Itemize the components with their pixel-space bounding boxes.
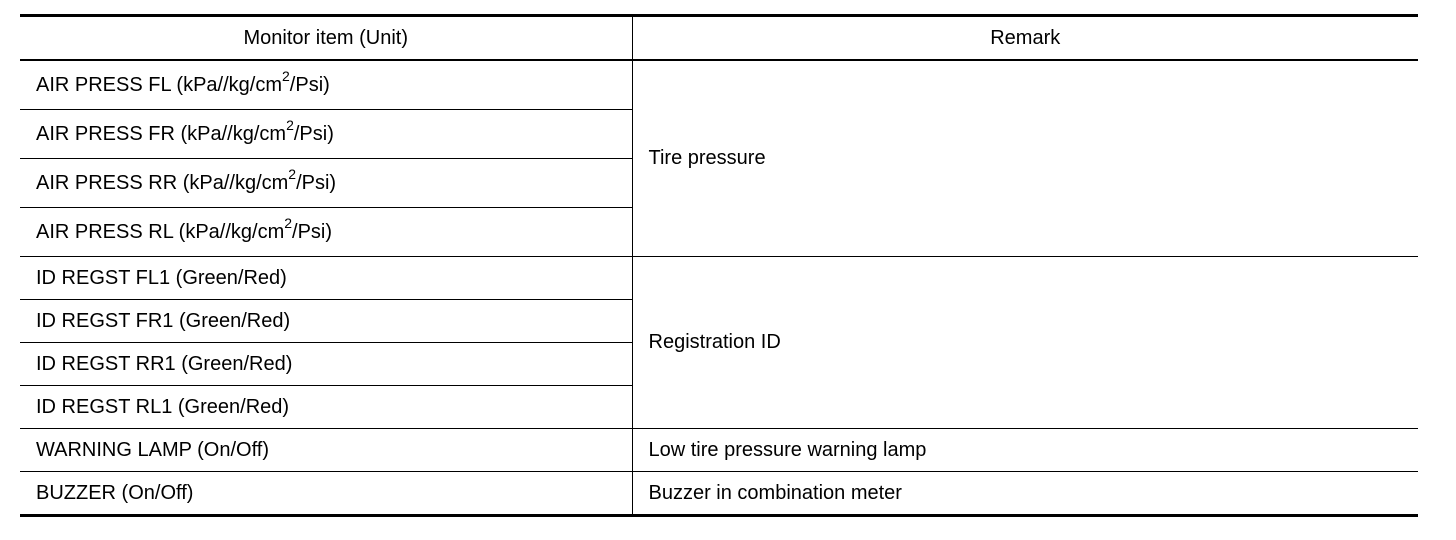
item-unit: $(kPa//kg/cm^2/Psi)$ xyxy=(180,116,334,145)
item-unit: $(kPa//kg/cm^2/Psi)$ xyxy=(182,165,337,194)
warning-lamp-remark: Low tire pressure warning lamp xyxy=(632,429,1418,472)
tire-pressure-remark: Tire pressure xyxy=(632,60,1418,257)
table-row xyxy=(20,472,1418,516)
id-regst-fr1-cell: ID REGST FR1 (Green/Red) xyxy=(20,300,632,343)
buzzer-cell: BUZZER (On/Off) xyxy=(20,472,632,516)
registration-id-remark: Registration ID xyxy=(632,257,1418,429)
item-name: AIR PRESS RR xyxy=(36,171,178,194)
id-regst-rr1-cell: ID REGST RR1 (Green/Red) xyxy=(20,343,632,386)
header-row xyxy=(20,16,1418,61)
warning-lamp-cell: WARNING LAMP (On/Off) xyxy=(20,429,632,472)
id-regst-rl1-cell: ID REGST RL1 (Green/Red) xyxy=(20,386,632,429)
item-unit: $(kPa//kg/cm^2/Psi)$ xyxy=(178,214,333,243)
air-press-rr-cell xyxy=(20,159,632,208)
id-regst-fl1-cell: ID REGST FL1 (Green/Red) xyxy=(20,257,632,300)
header-remark: Remark xyxy=(632,16,1418,61)
item-name: AIR PRESS FL xyxy=(36,73,171,96)
header-monitor-item: Monitor item (Unit) xyxy=(20,16,632,61)
item-name: AIR PRESS FR xyxy=(36,122,175,145)
item-unit: $(kPa//kg/cm^2/Psi)$ xyxy=(176,67,330,96)
air-press-fr-cell xyxy=(20,110,632,159)
table-row xyxy=(20,60,1418,110)
buzzer-remark: Buzzer in combination meter xyxy=(632,472,1418,516)
table-row xyxy=(20,429,1418,472)
monitor-items-table xyxy=(20,14,1418,517)
air-press-rl-cell xyxy=(20,208,632,257)
item-name: AIR PRESS RL xyxy=(36,220,174,243)
table-row xyxy=(20,257,1418,300)
air-press-fl-cell xyxy=(20,60,632,110)
